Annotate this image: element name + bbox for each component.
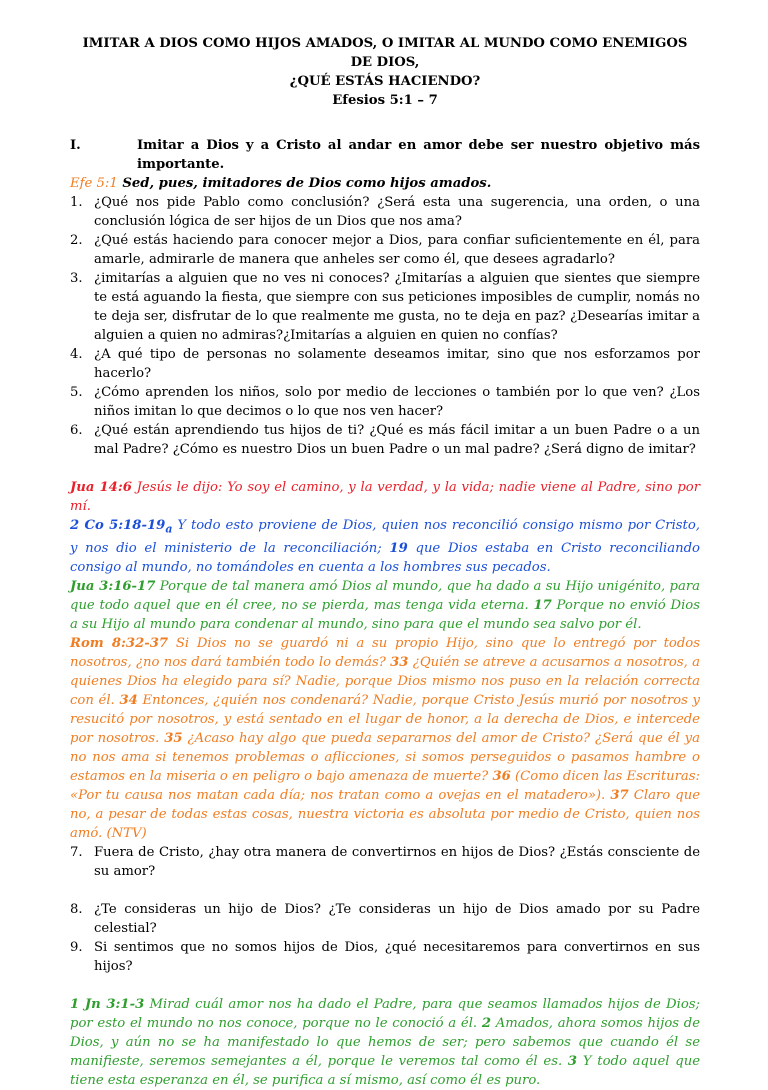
verse-text: Jesús le dijo: Yo soy el camino, y la verdad, y la vida; nadie viene al Padre, sino por mí. (70, 480, 700, 514)
list-item (70, 900, 700, 938)
verse-text: Si Dios no se guardó ni a su propio Hijo, sino que lo entregó por todos nosotros, ¿no nos dará también todo lo demás? (70, 635, 700, 670)
verse-text: que Dios estaba en Cristo reconciliando consigo al mundo, no tomándoles en cuenta a los hombres sus pecados. (70, 540, 700, 575)
section-number: I. (70, 138, 81, 153)
item-text: ¿Qué nos pide Pablo como conclusión? ¿Será esta una sugerencia, una orden, o una conclusión lógica de ser hijos de un Dios que nos ama? (94, 195, 700, 229)
list-item (70, 345, 700, 383)
list-item (70, 383, 700, 421)
list-item (70, 231, 700, 269)
item-text: Fuera de Cristo, ¿hay otra manera de convertirnos en hijos de Dios? ¿Estás consciente de su amor? (94, 844, 700, 879)
spacer (70, 881, 700, 900)
item-number: 3. (70, 271, 83, 286)
verse-number: 34 (119, 692, 138, 708)
item-number: 6. (70, 423, 83, 438)
verse-number: 37 (610, 787, 629, 803)
item-number: 9. (70, 939, 83, 955)
list-item (70, 938, 700, 976)
item-number: 5. (70, 385, 83, 400)
question-list-a (70, 193, 700, 459)
verse-ref: 1 Jn 3:1-3 (70, 996, 145, 1012)
verse-number: 17 (533, 597, 552, 613)
verse-text: Porque no envió Dios a su Hijo al mundo para condenar al mundo, sino para que el mundo sea salvo por él. (70, 597, 700, 632)
verse-text: ¿Acaso hay algo que pueda separarnos del amor de Cristo? ¿Será que él ya no nos ama si tenemos problemas o aflicciones, si somos perseguidos o pasamos hambre o estamos en la miseria o en peligro o bajo amenaza de muerte? (70, 730, 700, 784)
verse-jua-3-16 (70, 577, 700, 634)
list-item (70, 421, 700, 459)
verse-ref: Efe 5:1 (70, 176, 118, 191)
verse-ref: Rom 8:32-37 (70, 635, 169, 651)
verse-number: 2 (481, 1015, 492, 1031)
verse-number: 3 (567, 1053, 578, 1069)
verse-ref-sub: a (165, 522, 173, 536)
verse-text: Y todo aquel que tiene esta esperanza en él, se purifica a sí mismo, así como él es puro. (70, 1053, 700, 1088)
spacer (70, 459, 700, 478)
verse-text: Sed, pues, imitadores de Dios como hijos amados. (117, 176, 492, 191)
verse-text: Porque de tal manera amó Dios al mundo, que ha dado a su Hijo unigénito, para que todo aquel que en él cree, no se pierda, mas tenga vida eterna. (70, 578, 701, 613)
item-number: 4. (70, 347, 83, 362)
verse-ref: Jua 14:6 (70, 480, 132, 495)
verse-text: (Como dicen las Escrituras: «Por tu causa nos matan cada día; nos tratan como a ovejas en el matadero»). (70, 768, 700, 803)
verse-text: Entonces, ¿quién nos condenará? Nadie, porque Cristo Jesús murió por nosotros y resucitó por nosotros, y está sentado en el lugar de honor, a la derecha de Dios, e intercede por nosotros. (70, 692, 701, 746)
verse-jua-14-6 (70, 478, 700, 516)
verse-text: Amados, ahora somos hijos de Dios, y aún no se ha manifestado lo que hemos de ser; pero sabemos que cuando él se manifieste, seremos semejantes a él, porque le veremos tal como él es. (70, 1015, 700, 1069)
section-title: Imitar a Dios y a Cristo al andar en amor debe ser nuestro objetivo más importante. (137, 138, 700, 172)
list-item (70, 269, 700, 345)
verse-2co-5-18 (70, 516, 700, 577)
item-number: 8. (70, 901, 83, 917)
verse-ref: Jua 3:16-17 (70, 578, 156, 594)
item-number: 2. (70, 233, 83, 248)
verse-1jn-3-1 (70, 995, 700, 1090)
verse-number: 36 (492, 768, 511, 784)
verse-ref: 2 Co 5:18-19 (70, 518, 166, 533)
item-text: ¿A qué tipo de personas no solamente deseamos imitar, sino que nos esforzamos por hacerlo? (94, 347, 700, 381)
spacer (70, 976, 700, 995)
item-text: ¿imitarías a alguien que no ves ni conoces? ¿Imitarías a alguien que sientes que siempre te está aguando la fiesta, que siempre con sus peticiones imposibles de cumplir, nomás no te deja ser, disfrutar de lo que realmente me gusta, no te deja en paz? ¿Desearías imitar a alguien a quien no admiras?¿Imitarías a alguien en quien no confías? (94, 271, 700, 343)
document-page (70, 34, 700, 1090)
verse-rom-8-32 (70, 634, 700, 843)
verse-text: Y todo esto proviene de Dios, quien nos reconcilió consigo mismo por Cristo, y nos dio el ministerio de la reconciliación; (70, 518, 700, 556)
verse-number: 35 (164, 730, 183, 746)
item-text: Si sentimos que no somos hijos de Dios, ¿qué necesitaremos para convertirnos en sus hijos? (94, 939, 700, 974)
item-text: ¿Qué están aprendiendo tus hijos de ti? ¿Qué es más fácil imitar a un buen Padre o a un mal Padre? ¿Cómo es nuestro Dios un buen Padre o un mal padre? ¿Será digno de imitar? (94, 423, 700, 457)
item-number: 1. (70, 195, 83, 210)
verse-text: ¿Quién se atreve a acusarnos a nosotros, a quienes Dios ha elegido para sí? Nadie, porque Dios mismo nos puso en la relación correcta con él. (70, 654, 700, 708)
verse-text: Claro que no, a pesar de todas estas cosas, nuestra victoria es absoluta por medio de Cristo, quien nos amó. (NTV) (70, 787, 700, 841)
verse-efe-5-1 (70, 174, 700, 193)
item-text: ¿Cómo aprenden los niños, solo por medio de lecciones o también por lo que ven? ¿Los niños imitan lo que decimos o lo que nos ven hacer? (94, 385, 700, 419)
verse-number: 19 (389, 540, 408, 556)
verse-text: Mirad cuál amor nos ha dado el Padre, para que seamos llamados hijos de Dios; por esto el mundo no nos conoce, porque no le conoció a él. (70, 996, 700, 1031)
title-line-1: IMITAR A DIOS COMO HIJOS AMADOS, O IMITAR AL MUNDO COMO ENEMIGOS DE DIOS, (82, 36, 688, 70)
verse-number: 33 (390, 654, 409, 670)
item-text: ¿Te consideras un hijo de Dios? ¿Te consideras un hijo de Dios amado por su Padre celestial? (94, 901, 700, 936)
question-list-b (70, 900, 700, 976)
section-heading-1 (70, 136, 700, 174)
item-text: ¿Qué estás haciendo para conocer mejor a Dios, para confiar suficientemente en él, para amarle, admirarle de manera que anheles ser como él, que desees agradarlo? (94, 233, 700, 267)
item-number: 7. (70, 844, 83, 860)
question-list-7 (70, 843, 700, 881)
title-line-3: Efesios 5:1 – 7 (332, 93, 438, 108)
list-item (70, 193, 700, 231)
title-line-2: ¿QUÉ ESTÁS HACIENDO? (289, 74, 481, 89)
list-item (70, 843, 700, 881)
